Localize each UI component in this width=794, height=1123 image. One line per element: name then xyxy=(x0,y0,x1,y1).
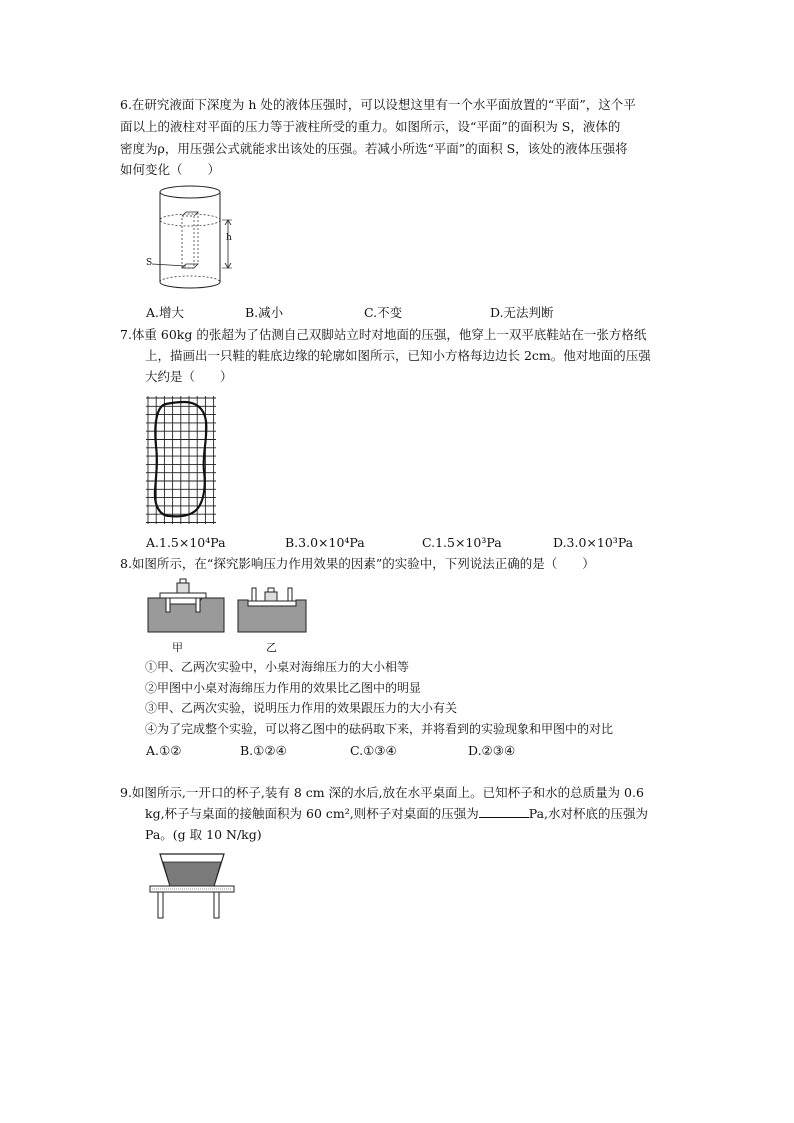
q8-sponge-figure-a xyxy=(146,576,226,634)
q8-statement-3: ③甲、乙两次实验，说明压力作用的效果跟压力的大小有关 xyxy=(145,701,458,715)
q6-line-1: 6.在研究液面下深度为 h 处的液体压强时，可以设想这里有一个水平面放置的“平面”，这个平 xyxy=(120,97,636,112)
q6-fig-label-s: S xyxy=(146,258,153,268)
q9-answer-blank-1[interactable] xyxy=(479,805,529,818)
q7-line-2: 上，描画出一只鞋的鞋底边缘的轮廓如图所示，已知小方格每边边长 2cm。他对地面的压强 xyxy=(145,348,651,363)
q8-statement-2: ②甲图中小桌对海绵压力作用的效果比乙图中的明显 xyxy=(145,681,422,695)
q6-line-4: 如何变化（ ） xyxy=(120,162,221,177)
q8-option-d[interactable]: D.②③④ xyxy=(468,743,516,758)
q6-option-c[interactable]: C.不变 xyxy=(364,305,403,320)
q9-cup-on-table-figure xyxy=(148,848,238,920)
q7-option-d[interactable]: D.3.0×10³Pa xyxy=(553,535,634,550)
q9-line-2-text-post: Pa,水对杯底的压强为 xyxy=(528,806,649,821)
q8-option-c[interactable]: C.①③④ xyxy=(350,743,397,758)
q8-sponge-figure-b xyxy=(236,576,308,634)
q6-option-d[interactable]: D.无法判断 xyxy=(490,305,554,320)
q6-fig-label-h: h xyxy=(226,233,232,243)
q7-option-c[interactable]: C.1.5×10³Pa xyxy=(422,535,502,550)
q8-statement-4: ④为了完成整个实验，可以将乙图中的砝码取下来，并将看到的实验现象和甲图中的对比 xyxy=(145,722,614,736)
q8-statement-1: ①甲、乙两次实验中，小桌对海绵压力的大小相等 xyxy=(145,660,410,674)
q6-cylinder-figure xyxy=(140,180,250,305)
q8-option-b[interactable]: B.①②④ xyxy=(240,743,287,758)
q7-line-3: 大约是（ ） xyxy=(145,369,233,384)
q8-fig-label-a: 甲 xyxy=(172,641,183,654)
q9-line-2-text-pre: kg,杯子与桌面的接触面积为 60 cm²,则杯子对桌面的压强为 xyxy=(145,806,479,821)
q7-option-b[interactable]: B.3.0×10⁴Pa xyxy=(285,535,365,550)
q9-line-2 xyxy=(145,805,648,822)
q6-line-2: 面以上的液柱对平面的压力等于液柱所受的重力。如图所示，设“平面”的面积为 S，液体的 xyxy=(120,119,621,134)
q7-shoe-grid-figure xyxy=(146,396,216,524)
q8-fig-label-b: 乙 xyxy=(266,641,277,654)
q6-line-3: 密度为ρ，用压强公式就能求出该处的压强。若减小所选“平面”的面积 S，该处的液体压强将 xyxy=(120,141,628,156)
q6-option-b[interactable]: B.减小 xyxy=(245,305,284,320)
q9-line-3: Pa。(g 取 10 N/kg) xyxy=(145,827,262,842)
q8-option-a[interactable]: A.①② xyxy=(146,743,182,758)
q7-line-1: 7.体重 60kg 的张超为了估测自己双脚站立时对地面的压强，他穿上一双平底鞋站在一张方格纸 xyxy=(120,327,647,342)
q6-option-a[interactable]: A.增大 xyxy=(146,305,185,320)
q9-line-1: 9.如图所示,一开口的杯子,装有 8 cm 深的水后,放在水平桌面上。已知杯子和水的总质量为 0.6 xyxy=(120,785,644,800)
q7-option-a[interactable]: A.1.5×10⁴Pa xyxy=(146,535,226,550)
q8-line-1: 8.如图所示，在“探究影响压力作用效果的因素”的实验中，下列说法正确的是（ ） xyxy=(120,556,595,571)
